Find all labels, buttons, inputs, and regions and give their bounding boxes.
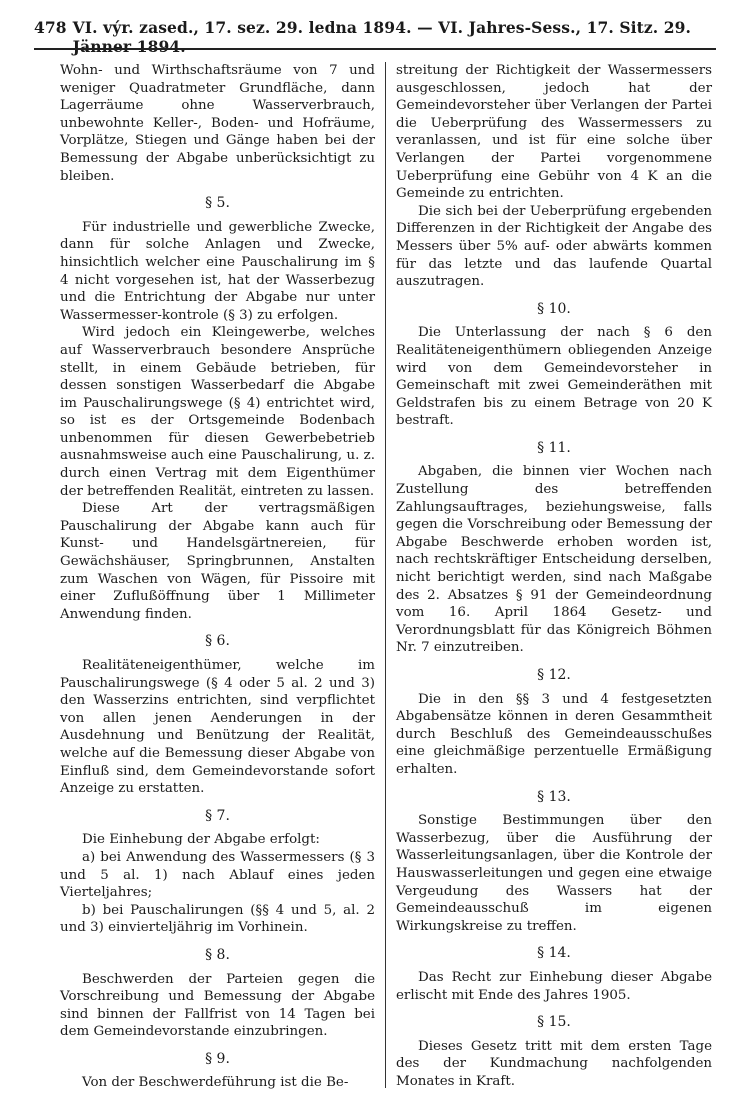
paragraph: streitung der Richtigkeit der Wassermessers ausgeschlossen, jedoch hat der Gemeindevorsteher über Verlangen der Partei die Ueberprüfung des Wassermessers zu veranlassen, und ist für eine solche über Verlangen der Partei vorgenommene Ueberprüfung eine Gebühr von 4 K an die Gemeinde zu entrichten. bbox=[396, 63, 712, 202]
paragraph: Für industrielle und gewerbliche Zwecke, dann für solche Anlagen und Zwecke, hinsichtlich welcher eine Pauschalirung im § 4 nicht vorgesehen ist, hat der Wasserbezug und die Entrichtung der Abgabe nur unter Wassermesser-kontrole (§ 3) zu erfolgen. bbox=[60, 219, 375, 323]
section-heading: § 5. bbox=[205, 195, 230, 212]
section-heading: § 15. bbox=[537, 1014, 571, 1031]
paragraph: Die sich bei der Ueberprüfung ergebenden Differenzen in der Richtigkeit der Angabe des Messers über 5% auf- oder abwärts kommen für das letzte und das laufende Quartal auszutragen. bbox=[396, 203, 712, 290]
paragraph: Diese Art der vertragsmäßigen Pauschalirung der Abgabe kann auch für Kunst- und Handelsgärtnereien, für Gewächshäuser, Springbrunnen, Anstalten zum Waschen von Wägen, für Pissoire mit einer Zuflußöffnung über 1 Millimeter Anwendung finden. bbox=[60, 501, 375, 622]
section-heading: § 10. bbox=[537, 300, 571, 317]
paragraph: Beschwerden der Parteien gegen die Vorschreibung und Bemessung der Abgabe sind binnen der Fallfrist von 14 Tagen bei dem Gemeindevorstande einzubringen. bbox=[60, 971, 375, 1040]
list-item: b) bei Pauschalirungen (§§ 4 und 5, al. 2 und 3) einvierteljährig im Vorhinein. bbox=[60, 902, 375, 936]
paragraph: Die Unterlassung der nach § 6 den Realitäteneigenthümern obliegenden Anzeige wird von dem Gemeindevorsteher in Gemeinschaft mit zwei Gemeinderäthen mit Geldstrafen bis zu einem Betrage von 20 K bestraft. bbox=[396, 325, 712, 429]
paragraph: Abgaben, die binnen vier Wochen nach Zustellung des betreffenden Zahlungsauftrages, beziehungsweise, falls gegen die Vorschreibung oder Bemessung der Abgabe Beschwerde erhoben worden ist, nach rechtskräftiger Entscheidung derselben, nicht berichtigt werden, sind nach Maßgabe des 2. Absatzes § 91 der Gemeindeordnung vom 16. April 1864 Gesetz- und Verordnungsblatt für das Königreich Böhmen Nr. 7 einzutreiben. bbox=[396, 464, 712, 656]
running-title: VI. výr. zased., 17. sez. 29. ledna 1894. — VI. Jahres-Sess., 17. Sitz. 29. Jänner 1894. bbox=[72, 18, 692, 56]
paragraph: Wohn- und Wirthschaftsräume von 7 und weniger Quadratmeter Grundfläche, dann Lagerräume ohne Wasserverbrauch, unbewohnte Keller-, Boden- und Hofräume, Vorplätze, Stiegen und Gänge haben bei der Bemessung der Abgabe unberücksichtigt zu bleiben. bbox=[60, 63, 375, 184]
section-heading: § 13. bbox=[537, 788, 571, 805]
list-item: a) bei Anwendung des Wassermessers (§ 3 und 5 al. 1) nach Ablauf eines jeden Vierteljahres; bbox=[60, 849, 375, 901]
page-number: 478 bbox=[34, 18, 67, 37]
paragraph: Wird jedoch ein Kleingewerbe, welches auf Wasserverbrauch besondere Ansprüche stellt, in einem Gebäude betrieben, für dessen sonstigen Wasserbedarf die Abgabe im Pauschalirungswege (§ 4) entrichtet wird, so ist es der Ortsgemeinde Bodenbach unbenommen für diesen Gewerbebetrieb ausnahmsweise auch eine Pauschalirung, u. z. durch einen Vertrag mit dem Eigenthümer der betreffenden Realität, eintreten zu lassen. bbox=[60, 325, 375, 499]
section-heading: § 9. bbox=[205, 1050, 230, 1067]
section-heading: § 6. bbox=[205, 633, 230, 650]
paragraph: Die in den §§ 3 und 4 festgesetzten Abgabensätze können in deren Gesammtheit durch Beschluß des Gemeindeausschußes eine gleichmäßige perzentuelle Ermäßigung erhalten. bbox=[396, 691, 712, 777]
section-heading: § 14. bbox=[537, 945, 571, 962]
paragraph: Das Recht zur Einhebung dieser Abgabe erlischt mit Ende des Jahres 1905. bbox=[396, 969, 712, 1003]
left-column bbox=[60, 62, 386, 1091]
paragraph: Sonstige Bestimmungen über den Wasserbezug, über die Ausführung der Wasserleitungsanlagen, über die Kontrole der Hauswasserleitungen und gegen eine etwaige Vergeudung des Wassers hat der Gemeindeausschuß im eigenen Wirkungskreise zu treffen. bbox=[396, 813, 712, 934]
page-header bbox=[34, 18, 716, 56]
section-heading: § 11. bbox=[537, 439, 571, 456]
header-rule bbox=[34, 48, 716, 50]
right-column bbox=[386, 62, 712, 1088]
section-heading: § 7. bbox=[205, 807, 230, 824]
paragraph: Dieses Gesetz tritt mit dem ersten Tage des der Kundmachung nachfolgenden Monates in Kraft. bbox=[396, 1038, 712, 1089]
paragraph: Realitäteneigenthümer, welche im Pauschalirungswege (§ 4 oder 5 al. 2 und 3) den Wasserzins entrichten, sind verpflichtet von allen jenen Aenderungen in der Ausdehnung und Benützung der Realität, welche auf die Bemessung dieser Abgabe von Einfluß sind, dem Gemeindevorstande sofort Anzeige zu erstatten. bbox=[60, 658, 375, 797]
paragraph: Die Einhebung der Abgabe erfolgt: bbox=[82, 832, 320, 848]
paragraph: Von der Beschwerdeführung ist die Be- bbox=[82, 1075, 349, 1091]
section-heading: § 12. bbox=[537, 667, 571, 683]
section-heading: § 8. bbox=[205, 946, 230, 963]
text-columns bbox=[60, 62, 712, 1091]
